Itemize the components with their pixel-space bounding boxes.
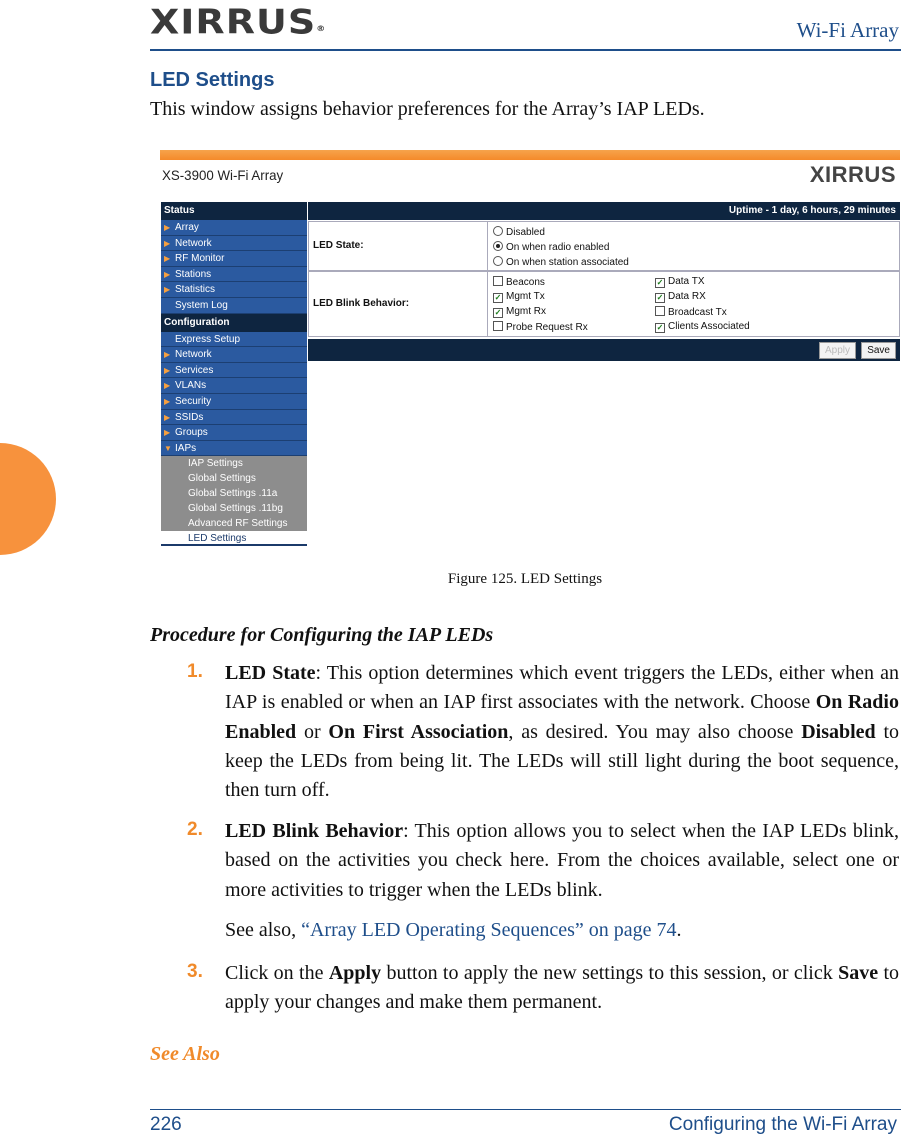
save-button[interactable]: Save (861, 342, 896, 359)
column-divider (487, 222, 488, 270)
figure-caption: Figure 125. LED Settings (447, 571, 603, 587)
arrow-right-icon: ▶ (164, 223, 171, 232)
led-blink-row (308, 271, 900, 337)
checkbox-checked-icon: ✓ (656, 278, 664, 287)
led-settings-screenshot (160, 150, 900, 550)
nav-sub-global-settings[interactable]: Global Settings (161, 471, 307, 486)
arrow-down-icon: ▼ (164, 443, 172, 453)
checkbox-beacons[interactable]: Beacons (493, 276, 545, 288)
led-state-label: LED State: (313, 240, 364, 251)
nav-item-system-log[interactable]: System Log (161, 298, 307, 314)
radio-selected-icon (493, 241, 503, 251)
radio-on-when-station-associated[interactable]: On when station associated (493, 256, 629, 268)
sidebar-nav (161, 202, 307, 546)
checkbox-mgmt-rx[interactable]: ✓ Mgmt Rx (494, 306, 546, 317)
apply-button[interactable]: Apply (819, 342, 856, 359)
nav-item-rf-monitor[interactable]: ▶ RF Monitor (161, 251, 307, 267)
orange-page-tab (0, 443, 56, 555)
step-1-number: 1. (187, 661, 203, 682)
arrow-right-icon: ▶ (164, 254, 171, 264)
radio-disabled[interactable]: Disabled (493, 226, 545, 238)
arrow-right-icon: ▶ (164, 365, 171, 375)
checkbox-checked-icon: ✓ (494, 293, 502, 302)
checkbox-clients-associated[interactable]: ✓ Clients Associated (656, 321, 750, 332)
checkbox-checked-icon: ✓ (656, 293, 664, 302)
checkbox-checked-icon: ✓ (656, 323, 664, 332)
arrow-right-icon: ▶ (164, 285, 171, 295)
nav-header-status[interactable]: Status (161, 202, 307, 220)
nav-item-iaps[interactable]: ▼ IAPs (161, 441, 307, 457)
checkbox-checked-icon: ✓ (494, 308, 502, 317)
nav-item-array[interactable]: ▶ Array (161, 220, 307, 236)
checkbox-data-rx[interactable]: ✓ Data RX (656, 291, 706, 302)
xirrus-logo: XIRRUS® (150, 2, 327, 42)
cross-reference-link[interactable]: “Array LED Operating Sequences” on page 74 (301, 919, 677, 941)
column-divider (487, 272, 488, 336)
nav-item-express-setup[interactable]: Express Setup (161, 332, 307, 348)
arrow-right-icon: ▶ (164, 350, 171, 360)
radio-on-when-radio-enabled[interactable]: On when radio enabled (493, 241, 609, 253)
nav-item-groups[interactable]: ▶ Groups (161, 425, 307, 441)
window-title: XS-3900 Wi-Fi Array (162, 167, 284, 183)
header-rule (150, 49, 901, 51)
window-logo: XIRRUS (809, 162, 896, 187)
step-2-text: LED Blink Behavior: This option allows you to select when the IAP LEDs blink, based on the activities you check here. From the choices available, select one or more activities to trigger when the LEDs blink. (225, 820, 899, 901)
intro-text: This window assigns behavior preferences for the Array’s IAP LEDs. (150, 98, 705, 120)
nav-sub-led-settings[interactable]: LED Settings (161, 531, 307, 546)
radio-icon (493, 226, 503, 236)
nav-sub-iap-settings[interactable]: IAP Settings (161, 456, 307, 471)
button-bar (308, 339, 900, 361)
uptime-bar: Uptime - 1 day, 6 hours, 29 minutes (308, 202, 900, 220)
nav-item-config-network[interactable]: ▶ Network (161, 347, 307, 363)
arrow-right-icon: ▶ (164, 269, 171, 279)
nav-item-statistics[interactable]: ▶ Statistics (161, 282, 307, 298)
checkbox-icon (493, 276, 503, 286)
led-state-row (308, 221, 900, 271)
nav-item-stations[interactable]: ▶ Stations (161, 267, 307, 283)
step-3-number: 3. (187, 961, 203, 982)
arrow-right-icon: ▶ (164, 396, 171, 406)
see-also-heading: See Also (150, 1043, 220, 1065)
step-3-text: Click on the Apply button to apply the new settings to this session, or click Save to apply your changes and make them permanent. (225, 962, 900, 1014)
step-2-see-also: See also, “Array LED Operating Sequences” on page 74. (225, 919, 682, 941)
step-2-number: 2. (187, 819, 203, 840)
footer-rule (150, 1109, 901, 1110)
checkbox-probe-request-rx[interactable]: Probe Request Rx (493, 321, 588, 333)
nav-item-ssids[interactable]: ▶ SSIDs (161, 410, 307, 426)
checkbox-mgmt-tx[interactable]: ✓ Mgmt Tx (494, 291, 545, 302)
nav-sub-global-settings-11bg[interactable]: Global Settings .11bg (161, 501, 307, 516)
window-top-bar (160, 150, 900, 160)
checkbox-broadcast-tx[interactable]: Broadcast Tx (655, 306, 727, 318)
arrow-right-icon: ▶ (164, 381, 171, 391)
procedure-heading: Procedure for Configuring the IAP LEDs (150, 624, 494, 646)
checkbox-icon (655, 306, 665, 316)
page-number: 226 (150, 1114, 182, 1135)
radio-icon (493, 256, 503, 266)
checkbox-icon (493, 321, 503, 331)
checkbox-data-tx[interactable]: ✓ Data TX (656, 276, 705, 287)
chapter-title: Configuring the Wi-Fi Array (668, 1114, 897, 1135)
nav-header-configuration[interactable]: Configuration (161, 314, 307, 332)
header-title: Wi-Fi Array (796, 18, 899, 42)
led-blink-label: LED Blink Behavior: (313, 298, 410, 309)
nav-sub-global-settings-11a[interactable]: Global Settings .11a (161, 486, 307, 501)
arrow-right-icon: ▶ (164, 412, 171, 422)
nav-item-network[interactable]: ▶ Network (161, 236, 307, 252)
arrow-right-icon: ▶ (164, 428, 171, 438)
nav-item-vlans[interactable]: ▶ VLANs (161, 378, 307, 394)
arrow-right-icon: ▶ (164, 238, 171, 248)
step-1-text: LED State: This option determines which event triggers the LEDs, either when an IAP is enabled or when an IAP first associates with the network. Choose On Radio Enabled or On First Association, as desired. You may also choose Disabled to keep the LEDs from being lit. The LEDs will still light during the boot sequence, then turn off. (225, 662, 899, 802)
section-title: LED Settings (150, 69, 275, 91)
nav-item-services[interactable]: ▶ Services (161, 363, 307, 379)
nav-sub-advanced-rf-settings[interactable]: Advanced RF Settings (161, 516, 307, 531)
nav-item-security[interactable]: ▶ Security (161, 394, 307, 410)
